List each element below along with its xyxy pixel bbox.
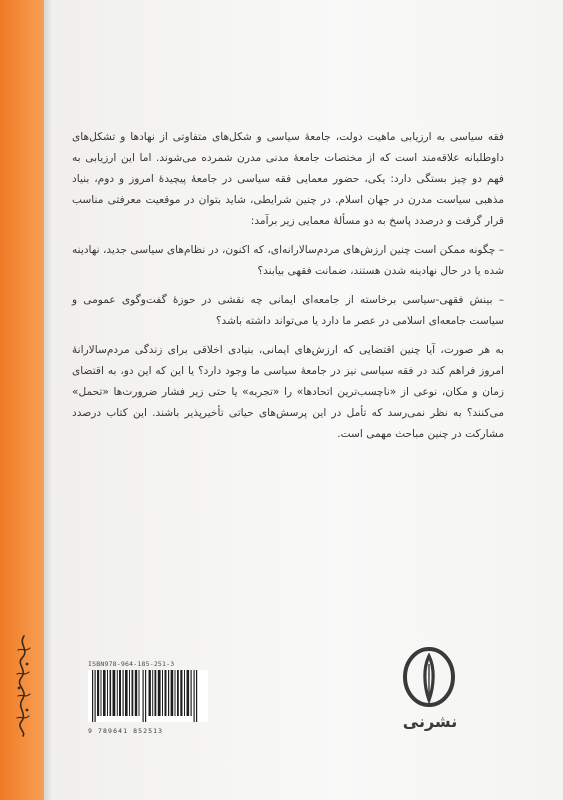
isbn-label: ISBN978-964-185-251-3 [88, 660, 175, 668]
barcode-image [88, 670, 208, 722]
publisher-name: نشرنی [402, 712, 458, 731]
blurb-question-one: – چگونه ممکن است چنین ارزش‌های مردم‌سالارانه‌ای، که اکنون، در نظام‌های سیاسی جدید، نهادینه شده یا در حال نهادینه شدن هستند، ضمانت فقهی بیابند؟ [72, 244, 504, 277]
publisher-logo-icon [402, 646, 456, 708]
back-cover-blurb [72, 127, 504, 453]
blurb-paragraph-conclusion: به هر صورت، آیا چنین اقتضایی که ارزش‌های ایمانی، بنیادی اخلاقی برای زندگی مردم‌سالارانهٔ امروز فراهم کند در فقه سیاسی نیز در جامعهٔ سیاسی ما وجود دارد؟ یا این که این دو، به اقتضای زمان و مکان، نوعی از «ناچسب‌ترین اتحادها» را «تجربه» یا حتی زیر فشار ضرورت‌ها «تحمل» می‌کنند؟ به نظر نمی‌رسد که تأمل در این پرسش‌های حیاتی تأخیرپذیر باشند. این کتاب درصدد مشارکت در چنین مباحث مهمی است. [72, 344, 504, 440]
blurb-question-two: – بینش فقهی-سیاسی برخاسته از جامعه‌ای ایمانی چه نقشی در حوزهٔ گفت‌وگوی عمومی و سیاست جامعه‌ای اسلامی در عصر ما دارد یا می‌تواند داشته باشد؟ [72, 294, 504, 327]
barcode-digits: 9 789641 852513 [88, 727, 164, 735]
isbn-barcode-block [88, 660, 208, 735]
blurb-paragraph-intro: فقه سیاسی به ارزیابی ماهیت دولت، جامعهٔ سیاسی و شکل‌های متفاوتی از نهادها و تشکل‌های داوطلبانه علاقه‌مند است که از مختصات جامعهٔ مدنی مدرن شمرده می‌شوند. اما این ارزیابی به فهم دو چیز بستگی دارد: یکی، حضور معمایی فقه سیاسی در جامعهٔ پیچیدهٔ امروز و دوم، بنیاد مذهبی سیاست مدرن در جهان اسلام. در چنین شرایطی، شاید بتوان در موقعیت معرفتی مناسب قرار گرفت و درصدد پاسخ به دو مسألهٔ معمایی زیر برآمد: [72, 131, 504, 227]
spine-fold-shadow [44, 0, 52, 800]
spine-signature-mark [8, 630, 38, 740]
